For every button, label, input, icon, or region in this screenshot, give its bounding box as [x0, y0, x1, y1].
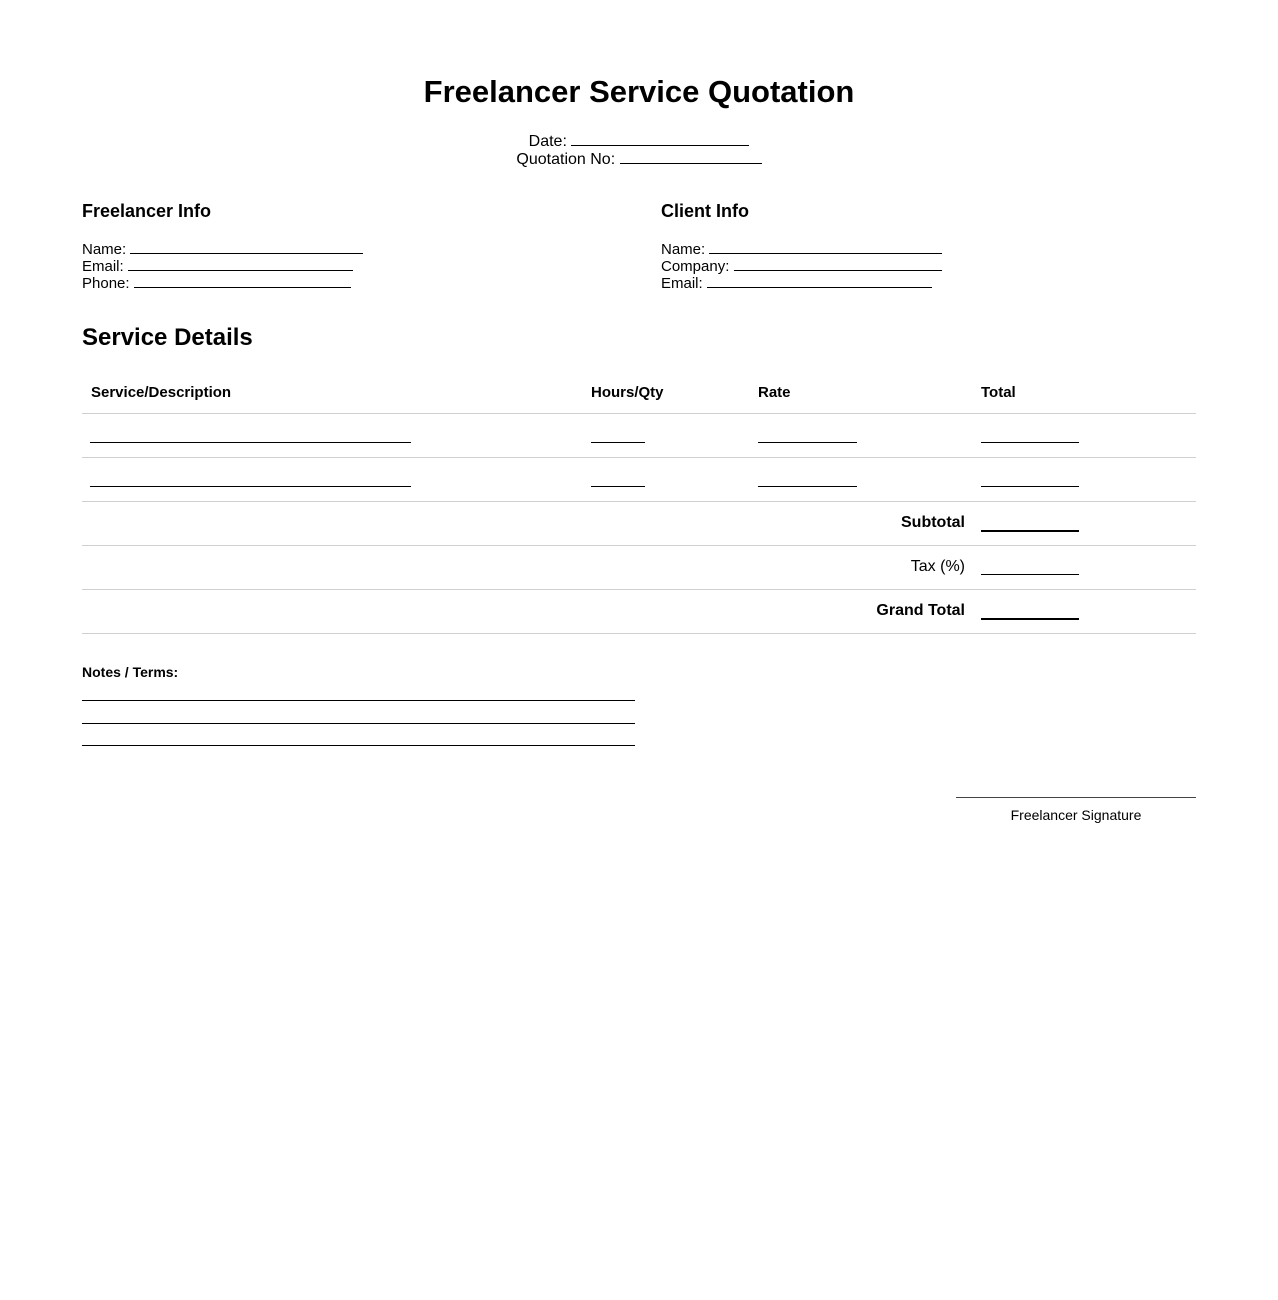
quotation-no-field[interactable]: Quotation No:: [0, 151, 1278, 169]
tax-blank[interactable]: [981, 574, 1079, 575]
notes-line[interactable]: [82, 700, 635, 701]
date-blank[interactable]: [571, 144, 749, 146]
notes-line[interactable]: [82, 745, 635, 746]
subtotal-label: Subtotal: [901, 514, 965, 531]
subtotal-blank[interactable]: [981, 530, 1079, 532]
description-blank[interactable]: [90, 442, 411, 443]
total-blank[interactable]: [981, 442, 1079, 443]
client-company-field[interactable]: Company:: [661, 258, 942, 275]
quotation-meta: [0, 133, 1278, 169]
service-details-heading: Service Details: [82, 324, 253, 351]
grand-total-label: Grand Total: [876, 602, 965, 619]
total-blank[interactable]: [981, 486, 1079, 487]
freelancer-email-field[interactable]: Email:: [82, 258, 363, 275]
notes-label: Notes / Terms:: [82, 664, 179, 680]
blank-line[interactable]: [707, 286, 932, 288]
hours-blank[interactable]: [591, 442, 645, 443]
rate-blank[interactable]: [758, 442, 857, 443]
client-name-field[interactable]: Name:: [661, 241, 942, 258]
blank-line[interactable]: [128, 269, 353, 271]
blank-line[interactable]: [734, 269, 942, 271]
grand-total-row: [82, 590, 1196, 634]
blank-line[interactable]: [130, 252, 363, 254]
document-title: Freelancer Service Quotation: [423, 74, 855, 109]
blank-line[interactable]: [709, 252, 942, 254]
tax-row: [82, 546, 1196, 590]
table-header: [82, 370, 1196, 414]
grand-total-blank[interactable]: [981, 618, 1079, 620]
client-email-field[interactable]: Email:: [661, 275, 942, 292]
blank-line[interactable]: [134, 286, 351, 288]
freelancer-name-field[interactable]: Name:: [82, 241, 363, 258]
subtotal-row: [82, 502, 1196, 546]
hours-blank[interactable]: [591, 486, 645, 487]
description-blank[interactable]: [90, 486, 411, 487]
quotation-no-blank[interactable]: [620, 162, 762, 164]
column-header: Rate: [758, 384, 791, 401]
date-field[interactable]: Date:: [0, 133, 1278, 151]
signature-line[interactable]: [956, 797, 1196, 798]
table-row: [82, 458, 1196, 502]
notes-line[interactable]: [82, 723, 635, 724]
signature-label: Freelancer Signature: [1010, 807, 1142, 823]
column-header: Service/Description: [91, 384, 232, 401]
freelancer-info-heading: Freelancer Info: [82, 201, 212, 221]
freelancer-info-fields: [82, 241, 363, 292]
column-header: Hours/Qty: [591, 384, 664, 401]
table-row: [82, 414, 1196, 458]
tax-label: Tax (%): [910, 558, 965, 575]
freelancer-phone-field[interactable]: Phone:: [82, 275, 363, 292]
rate-blank[interactable]: [758, 486, 857, 487]
service-table: [82, 370, 1196, 634]
column-header: Total: [981, 384, 1016, 401]
client-info-fields: [661, 241, 942, 292]
client-info-heading: Client Info: [661, 201, 749, 221]
